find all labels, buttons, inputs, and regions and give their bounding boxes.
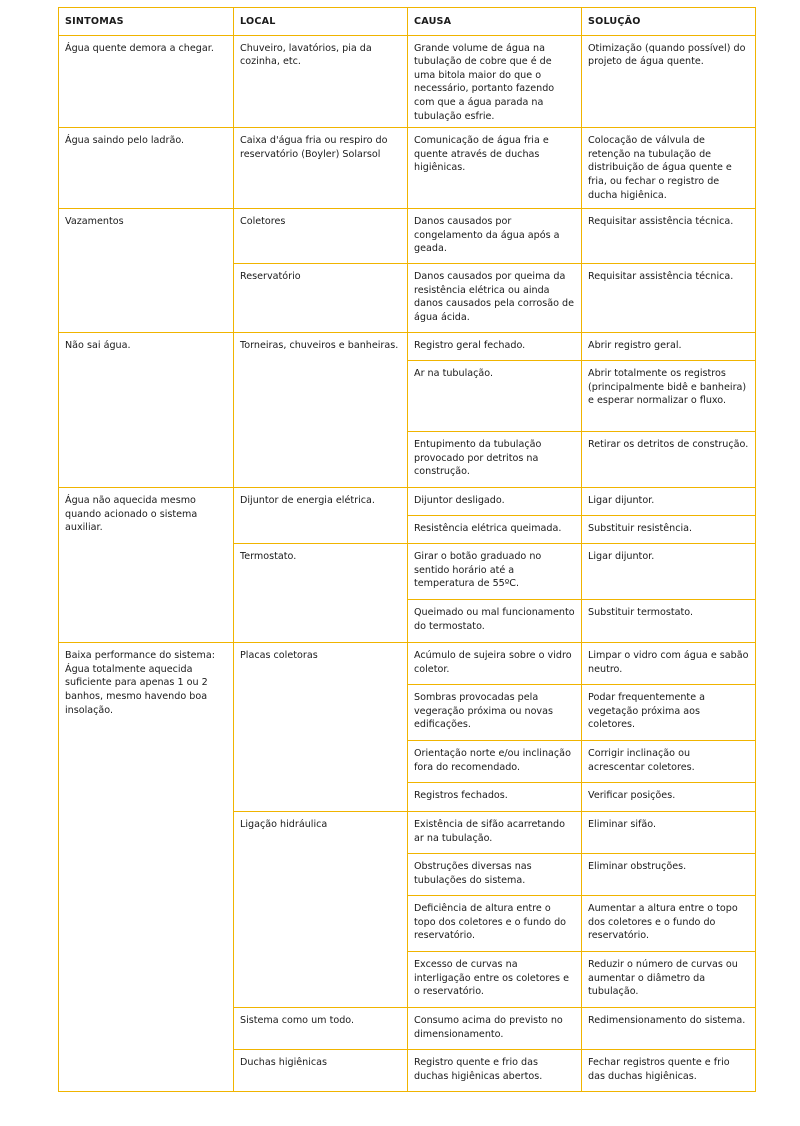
solucao-cell: Retirar os detritos de construção. [582,432,756,488]
causa-cell: Danos causados por queima da resistência elétrica ou ainda danos causados pela corrosão de água ácida. [408,264,582,333]
header-sintomas: SINTOMAS [59,8,234,36]
solucao-cell: Substituir termostato. [582,600,756,643]
local-cell: Sistema como um todo. [234,1008,408,1050]
causa-cell: Obstruções diversas nas tubulações do sistema. [408,854,582,896]
local-cell: Reservatório [234,264,408,333]
local-cell: Chuveiro, lavatórios, pia da cozinha, etc. [234,35,408,128]
sintoma-cell: Água quente demora a chegar. [59,35,234,128]
causa-cell: Deficiência de altura entre o topo dos coletores e o fundo do reservatório. [408,896,582,952]
table-row [59,35,756,128]
solucao-cell: Ligar dijuntor. [582,488,756,516]
solucao-cell: Requisitar assistência técnica. [582,264,756,333]
local-cell: Dijuntor de energia elétrica. [234,488,408,544]
sintoma-cell: Baixa performance do sistema: Água totalmente aquecida suficiente para apenas 1 ou 2 banhos, mesmo havendo boa insolação. [59,643,234,1092]
causa-cell: Consumo acima do previsto no dimensionamento. [408,1008,582,1050]
solucao-cell: Abrir registro geral. [582,333,756,361]
causa-cell: Registro quente e frio das duchas higiênicas abertos. [408,1050,582,1092]
solucao-cell: Reduzir o número de curvas ou aumentar o diâmetro da tubulação. [582,952,756,1008]
solucao-cell: Aumentar a altura entre o topo dos coletores e o fundo do reservatório. [582,896,756,952]
causa-cell: Resistência elétrica queimada. [408,516,582,544]
local-cell: Duchas higiênicas [234,1050,408,1092]
solucao-cell: Verificar posições. [582,783,756,812]
causa-cell: Existência de sifão acarretando ar na tubulação. [408,812,582,854]
local-cell: Termostato. [234,544,408,643]
sintoma-cell: Água não aquecida mesmo quando acionado o sistema auxiliar. [59,488,234,643]
solucao-cell: Substituir resistência. [582,516,756,544]
causa-cell: Registros fechados. [408,783,582,812]
sintoma-cell: Água saindo pelo ladrão. [59,128,234,209]
causa-cell: Dijuntor desligado. [408,488,582,516]
solucao-cell: Fechar registros quente e frio das duchas higiênicas. [582,1050,756,1092]
table-row [59,209,756,264]
solucao-cell: Eliminar obstruções. [582,854,756,896]
causa-cell: Queimado ou mal funcionamento do termostato. [408,600,582,643]
solucao-cell: Limpar o vidro com água e sabão neutro. [582,643,756,685]
causa-cell: Excesso de curvas na interligação entre os coletores e o reservatório. [408,952,582,1008]
solucao-cell: Eliminar sifão. [582,812,756,854]
solucao-cell: Redimensionamento do sistema. [582,1008,756,1050]
solucao-cell: Ligar dijuntor. [582,544,756,600]
sintoma-cell: Vazamentos [59,209,234,333]
causa-cell: Registro geral fechado. [408,333,582,361]
causa-cell: Entupimento da tubulação provocado por detritos na construção. [408,432,582,488]
local-cell: Coletores [234,209,408,264]
causa-cell: Girar o botão graduado no sentido horário até a temperatura de 55ºC. [408,544,582,600]
header-local: LOCAL [234,8,408,36]
solucao-cell: Requisitar assistência técnica. [582,209,756,264]
solucao-cell: Colocação de válvula de retenção na tubulação de distribuição de água quente e fria, ou fechar o registro de ducha higiênica. [582,128,756,209]
causa-cell: Grande volume de água na tubulação de cobre que é de uma bitola maior do que o necessário, portanto fazendo com que a água parada na tubulação esfrie. [408,35,582,128]
troubleshooting-table [58,7,756,1092]
header-causa: CAUSA [408,8,582,36]
causa-cell: Acúmulo de sujeira sobre o vidro coletor. [408,643,582,685]
local-cell: Placas coletoras [234,643,408,812]
table-row [59,643,756,685]
causa-cell: Comunicação de água fria e quente através de duchas higiênicas. [408,128,582,209]
solucao-cell: Corrigir inclinação ou acrescentar coletores. [582,741,756,783]
causa-cell: Orientação norte e/ou inclinação fora do recomendado. [408,741,582,783]
solucao-cell: Otimização (quando possível) do projeto de água quente. [582,35,756,128]
table-row [59,128,756,209]
causa-cell: Ar na tubulação. [408,361,582,432]
causa-cell: Danos causados por congelamento da água após a geada. [408,209,582,264]
header-row [59,8,756,36]
table-row [59,333,756,361]
local-cell: Torneiras, chuveiros e banheiras. [234,333,408,488]
header-solucao: SOLUÇÃO [582,8,756,36]
solucao-cell: Podar frequentemente a vegetação próxima aos coletores. [582,685,756,741]
solucao-cell: Abrir totalmente os registros (principalmente bidê e banheira) e esperar normalizar o fluxo. [582,361,756,432]
sintoma-cell: Não sai água. [59,333,234,488]
local-cell: Caixa d'água fria ou respiro do reservatório (Boyler) Solarsol [234,128,408,209]
local-cell: Ligação hidráulica [234,812,408,1008]
table-row [59,488,756,516]
causa-cell: Sombras provocadas pela vegeração próxima ou novas edificações. [408,685,582,741]
